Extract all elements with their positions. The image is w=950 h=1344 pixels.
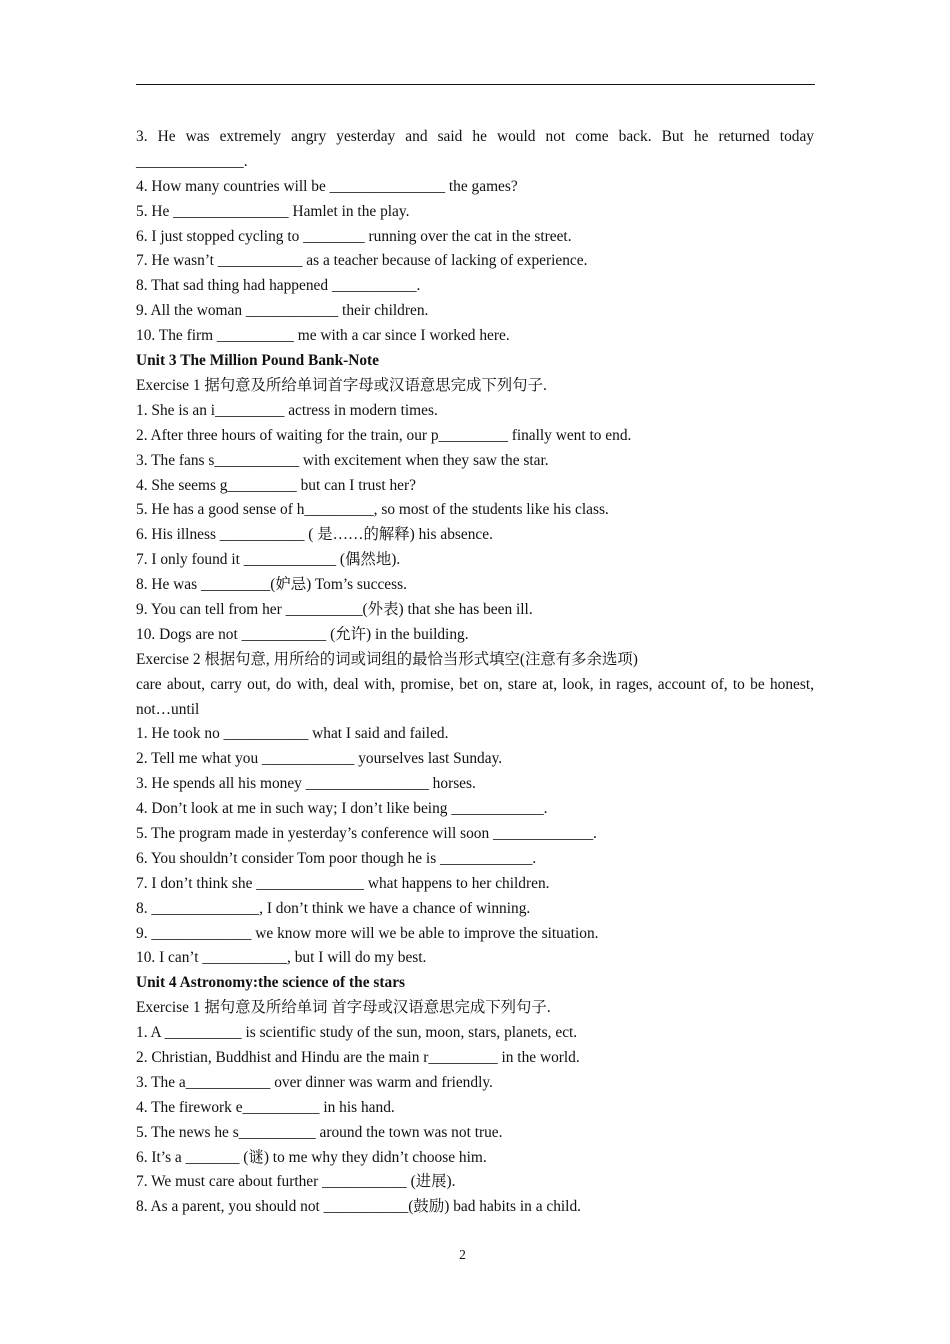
unit3-ex1-title: Exercise 1 据句意及所给单词首字母或汉语意思完成下列句子. — [136, 376, 547, 394]
unit3-ex1-item: 9. You can tell from her __________(外表) that she has been ill. — [136, 600, 533, 618]
unit2-item-8: 8. That sad thing had happened ___________. — [136, 277, 421, 295]
unit4-ex1-item: 1. A __________ is scientific study of the sun, moon, stars, planets, ect. — [136, 1024, 578, 1042]
unit3-ex2-item: 9. _____________ we know more will we be able to improve the situation. — [136, 924, 599, 942]
page-content — [136, 125, 814, 1220]
unit3-ex1-item: 1. She is an i_________ actress in modern times. — [136, 401, 438, 419]
unit3-ex2-word-bank: care about, carry out, do with, deal with, promise, bet on, stare at, look, in rages, account of, to be honest, not…until — [136, 675, 814, 718]
unit4-ex1-item: 5. The news he s__________ around the town was not true. — [136, 1123, 503, 1141]
unit3-ex1-item: 6. His illness ___________ ( 是……的解释) his absence. — [136, 526, 493, 544]
unit3-ex2-item: 7. I don’t think she ______________ what happens to her children. — [136, 874, 550, 892]
unit3-ex2-item: 2. Tell me what you ____________ yourselves last Sunday. — [136, 750, 503, 768]
unit3-ex1-item: 2. After three hours of waiting for the train, our p_________ finally went to end. — [136, 426, 632, 444]
unit2-item-7: 7. He wasn’t ___________ as a teacher because of lacking of experience. — [136, 252, 588, 270]
unit3-ex1-item: 8. He was _________(妒忌) Tom’s success. — [136, 576, 407, 594]
unit3-heading: Unit 3 The Million Pound Bank-Note — [136, 352, 380, 370]
unit3-ex2-item: 10. I can’t ___________, but I will do my best. — [136, 949, 427, 967]
unit4-ex1-item: 4. The firework e__________ in his hand. — [136, 1098, 395, 1116]
unit3-ex2-title: Exercise 2 根据句意, 用所给的词或词组的最恰当形式填空(注意有多余选项) — [136, 650, 638, 668]
unit4-ex1-item: 8. As a parent, you should not ___________(鼓励) bad habits in a child. — [136, 1198, 581, 1216]
unit3-ex1-item: 7. I only found it ____________ (偶然地). — [136, 551, 401, 569]
page-number: 2 — [459, 1247, 466, 1262]
unit3-ex2-item: 8. ______________, I don’t think we have a chance of winning. — [136, 899, 531, 917]
unit3-ex2-item: 6. You shouldn’t consider Tom poor though he is ____________. — [136, 849, 537, 867]
unit3-ex2-item: 5. The program made in yesterday’s conference will soon _____________. — [136, 825, 597, 842]
unit4-ex1-item: 3. The a___________ over dinner was warm and friendly. — [136, 1073, 493, 1091]
unit3-ex1-item: 3. The fans s___________ with excitement when they saw the star. — [136, 451, 549, 469]
unit4-ex1-item: 7. We must care about further ___________ (进展). — [136, 1173, 456, 1191]
header-rule — [136, 84, 815, 85]
unit4-ex1-item: 2. Christian, Buddhist and Hindu are the main r_________ in the world. — [136, 1049, 580, 1067]
unit2-item-6: 6. I just stopped cycling to ________ running over the cat in the street. — [136, 227, 572, 245]
unit3-ex2-item: 3. He spends all his money ________________ horses. — [136, 775, 476, 793]
unit3-ex1-item: 4. She seems g_________ but can I trust her? — [136, 476, 416, 494]
unit2-item-3: 3. He was extremely angry yesterday and said he would not come back. But he returned today ______________. — [136, 128, 814, 170]
unit4-heading: Unit 4 Astronomy:the science of the stars — [136, 974, 406, 992]
unit3-ex2-item: 4. Don’t look at me in such way; I don’t like being ____________. — [136, 800, 548, 818]
unit3-ex1-item: 5. He has a good sense of h_________, so most of the students like his class. — [136, 501, 609, 519]
unit2-item-5: 5. He _______________ Hamlet in the play. — [136, 202, 410, 220]
unit2-item-10: 10. The firm __________ me with a car since I worked here. — [136, 327, 510, 345]
unit2-item-9: 9. All the woman ____________ their children. — [136, 302, 429, 320]
unit4-ex1-title: Exercise 1 据句意及所给单词 首字母或汉语意思完成下列句子. — [136, 999, 551, 1017]
unit3-ex2-item: 1. He took no ___________ what I said and failed. — [136, 725, 449, 743]
unit4-ex1-item: 6. It’s a _______ (谜) to me why they didn’t choose him. — [136, 1148, 487, 1166]
unit3-ex1-item: 10. Dogs are not ___________ (允许) in the building. — [136, 625, 469, 643]
unit2-item-4: 4. How many countries will be _______________ the games? — [136, 177, 518, 195]
